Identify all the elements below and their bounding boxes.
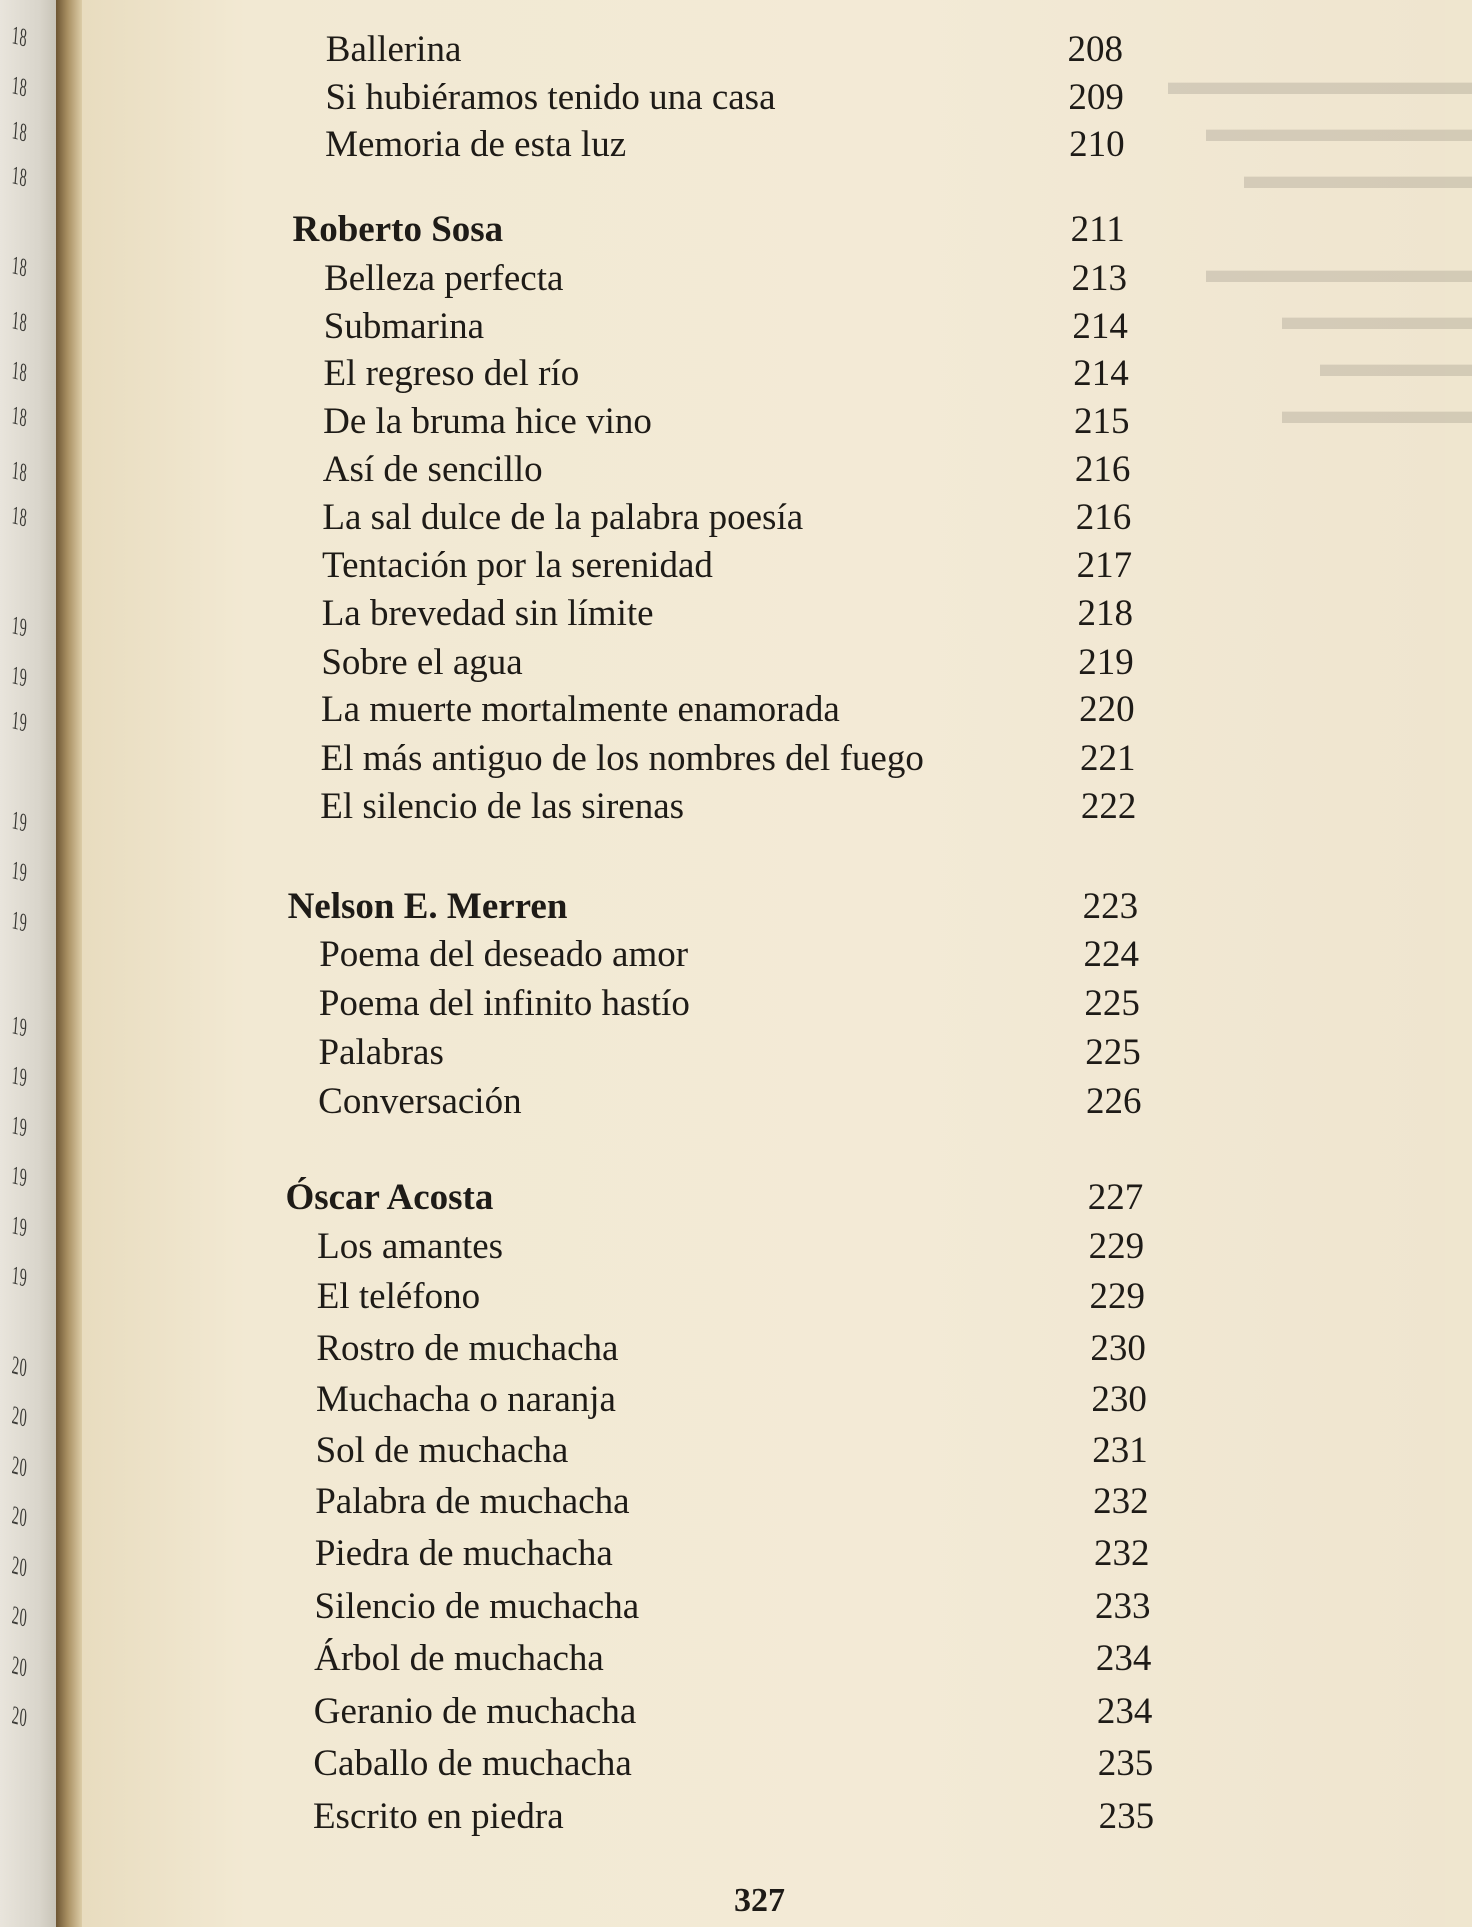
edge-page-number: 19 <box>10 805 29 838</box>
edge-page-number: 19 <box>10 1160 29 1193</box>
author-page-number: 211 <box>1070 209 1125 250</box>
edge-page-number: 18 <box>10 305 29 338</box>
edge-page-number: 20 <box>10 1350 29 1383</box>
poem-page-number: 234 <box>1095 1638 1152 1679</box>
poem-page-number: 235 <box>1098 1796 1155 1837</box>
edge-page-number: 20 <box>10 1400 29 1433</box>
edge-page-number: 18 <box>10 160 29 193</box>
poem-page-number: 214 <box>1072 306 1128 347</box>
poem-title: Memoria de esta luz <box>325 124 627 165</box>
poem-page-number: 229 <box>1088 1226 1145 1267</box>
edge-page-number: 18 <box>10 455 29 488</box>
poem-page-number: 209 <box>1068 77 1124 118</box>
poem-title: Sobre el agua <box>321 642 523 683</box>
author-page-number: 223 <box>1082 886 1139 927</box>
poem-title: El teléfono <box>316 1276 481 1317</box>
edge-page-number: 19 <box>10 1260 29 1293</box>
author-name: Roberto Sosa <box>292 209 504 250</box>
poem-page-number: 232 <box>1094 1533 1150 1574</box>
poem-page-number: 225 <box>1084 983 1140 1024</box>
poem-page-number: 214 <box>1073 353 1129 394</box>
author-page-number: 227 <box>1087 1177 1144 1218</box>
poem-title: De la bruma hice vino <box>323 401 652 442</box>
poem-page-number: 235 <box>1097 1743 1154 1784</box>
poem-title: Caballo de muchacha <box>313 1743 632 1784</box>
edge-page-number: 20 <box>10 1600 29 1633</box>
poem-title: Palabras <box>318 1032 444 1073</box>
edge-page-number: 20 <box>10 1700 29 1733</box>
poem-page-number: 222 <box>1080 786 1137 827</box>
poem-page-number: 216 <box>1074 449 1131 490</box>
poem-title: El más antiguo de los nombres del fuego <box>320 738 924 779</box>
poem-page-number: 218 <box>1077 593 1133 634</box>
poem-title: Palabra de muchacha <box>315 1481 630 1522</box>
poem-title: Sol de muchacha <box>315 1430 569 1471</box>
poem-page-number: 234 <box>1096 1691 1153 1732</box>
poem-page-number: 231 <box>1092 1430 1148 1471</box>
edge-page-number: 18 <box>10 500 29 533</box>
poem-title: Belleza perfecta <box>324 258 564 299</box>
edge-page-number: 19 <box>10 610 29 643</box>
poem-title: Los amantes <box>317 1226 504 1267</box>
poem-page-number: 215 <box>1074 401 1130 442</box>
poem-page-number: 229 <box>1089 1276 1145 1317</box>
edge-page-number: 18 <box>10 115 29 148</box>
poem-page-number: 230 <box>1091 1379 1147 1420</box>
poem-page-number: 230 <box>1090 1328 1146 1369</box>
edge-page-number: 20 <box>10 1450 29 1483</box>
poem-title: El regreso del río <box>323 353 580 394</box>
poem-page-number: 210 <box>1069 124 1125 165</box>
poem-page-number: 208 <box>1067 29 1123 70</box>
show-through-text: ▬▬▬▬▬▬▬▬ ▬▬▬▬▬▬▬ ▬▬▬▬▬▬ ▬▬▬▬▬▬▬ ▬▬▬▬▬ ▬▬▬▬ ▬▬▬▬▬ <box>1168 61 1472 432</box>
poem-title: Geranio de muchacha <box>313 1691 637 1732</box>
page-number: 327 <box>734 1882 785 1919</box>
poem-title: Silencio de muchacha <box>314 1586 640 1627</box>
poem-title: Tentación por la serenidad <box>322 545 713 586</box>
edge-page-number: 19 <box>10 705 29 738</box>
edge-page-number: 19 <box>10 660 29 693</box>
edge-page-number: 18 <box>10 250 29 283</box>
poem-title: Ballerina <box>325 29 462 70</box>
poem-page-number: 220 <box>1079 689 1135 730</box>
edge-page-number: 19 <box>10 855 29 888</box>
poem-page-number: 232 <box>1093 1481 1149 1522</box>
poem-page-number: 225 <box>1085 1032 1141 1073</box>
poem-title: Poema del deseado amor <box>319 934 689 975</box>
poem-title: Muchacha o naranja <box>315 1379 616 1420</box>
edge-page-number: 18 <box>10 20 29 53</box>
poem-title: Piedra de muchacha <box>314 1533 613 1574</box>
edge-page-number: 19 <box>10 1060 29 1093</box>
edge-page-number: 19 <box>10 1110 29 1143</box>
edge-page-number: 18 <box>10 400 29 433</box>
poem-page-number: 217 <box>1076 545 1133 586</box>
edge-page-number: 19 <box>10 1210 29 1243</box>
author-name: Óscar Acosta <box>285 1177 494 1218</box>
poem-title: La muerte mortalmente enamorada <box>321 689 840 730</box>
poem-title: Árbol de muchacha <box>314 1638 604 1679</box>
poem-title: Submarina <box>323 306 485 347</box>
poem-title: El silencio de las sirenas <box>320 786 685 827</box>
poem-title: La brevedad sin límite <box>321 593 654 634</box>
poem-title: La sal dulce de la palabra poesía <box>322 497 804 538</box>
poem-title: Poema del infinito hastío <box>318 983 690 1024</box>
poem-page-number: 221 <box>1080 738 1136 779</box>
poem-title: Escrito en piedra <box>312 1796 564 1837</box>
poem-page-number: 219 <box>1078 642 1134 683</box>
poem-title: Rostro de muchacha <box>316 1328 619 1369</box>
poem-page-number: 226 <box>1086 1081 1142 1122</box>
poem-title: Así de sencillo <box>322 449 543 490</box>
edge-page-number: 20 <box>10 1500 29 1533</box>
author-name: Nelson E. Merren <box>287 886 568 927</box>
poem-page-number: 216 <box>1075 497 1132 538</box>
poem-page-number: 224 <box>1083 934 1139 975</box>
edge-page-number: 19 <box>10 1010 29 1043</box>
edge-page-number: 18 <box>10 355 29 388</box>
edge-page-number: 20 <box>10 1650 29 1683</box>
edge-page-number: 18 <box>10 70 29 103</box>
poem-page-number: 233 <box>1094 1586 1151 1627</box>
poem-page-number: 213 <box>1071 258 1128 299</box>
poem-title: Conversación <box>318 1081 522 1122</box>
edge-page-number: 20 <box>10 1550 29 1583</box>
poem-title: Si hubiéramos tenido una casa <box>325 77 776 118</box>
edge-page-number: 19 <box>10 905 29 938</box>
